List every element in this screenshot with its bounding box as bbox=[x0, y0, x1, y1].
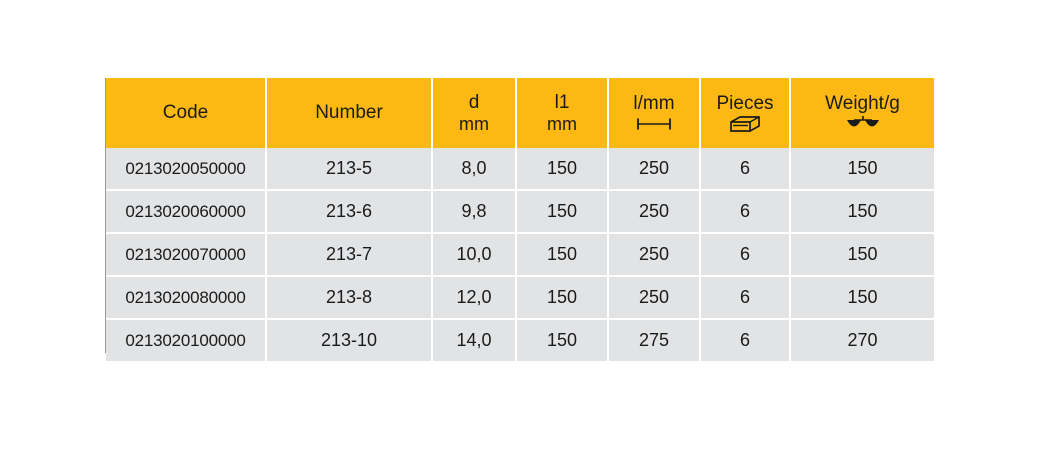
cell-l1: 150 bbox=[516, 233, 608, 276]
cell-l1: 150 bbox=[516, 148, 608, 190]
cell-pieces: 6 bbox=[700, 233, 790, 276]
cell-weight: 150 bbox=[790, 276, 934, 319]
cell-code: 0213020050000 bbox=[106, 148, 266, 190]
column-header-pieces-label: Pieces bbox=[716, 92, 774, 114]
cell-length: 275 bbox=[608, 319, 700, 361]
table-row bbox=[106, 276, 934, 319]
cell-d: 14,0 bbox=[432, 319, 516, 361]
column-header-weight bbox=[790, 78, 934, 148]
cell-l1: 150 bbox=[516, 319, 608, 361]
length-measure-icon bbox=[634, 115, 674, 133]
table-row bbox=[106, 319, 934, 361]
column-header-code bbox=[106, 78, 266, 148]
cell-number: 213-7 bbox=[266, 233, 432, 276]
cell-d: 10,0 bbox=[432, 233, 516, 276]
column-header-length-label: l/mm bbox=[633, 92, 675, 114]
cell-length: 250 bbox=[608, 190, 700, 233]
cell-length: 250 bbox=[608, 233, 700, 276]
cell-code: 0213020070000 bbox=[106, 233, 266, 276]
cell-pieces: 6 bbox=[700, 276, 790, 319]
column-header-d-label: d bbox=[468, 91, 480, 113]
cell-number: 213-8 bbox=[266, 276, 432, 319]
cell-d: 12,0 bbox=[432, 276, 516, 319]
cell-code: 0213020100000 bbox=[106, 319, 266, 361]
cell-code: 0213020060000 bbox=[106, 190, 266, 233]
column-header-l1-unit: mm bbox=[547, 114, 577, 135]
table-row bbox=[106, 190, 934, 233]
column-header-number bbox=[266, 78, 432, 148]
cell-number: 213-6 bbox=[266, 190, 432, 233]
specification-table bbox=[106, 78, 934, 361]
column-header-d bbox=[432, 78, 516, 148]
column-header-l1 bbox=[516, 78, 608, 148]
box-package-icon bbox=[728, 115, 762, 133]
cell-length: 250 bbox=[608, 276, 700, 319]
table-header-row bbox=[106, 78, 934, 148]
column-header-l1-label: l1 bbox=[554, 91, 570, 113]
cell-weight: 150 bbox=[790, 233, 934, 276]
cell-d: 9,8 bbox=[432, 190, 516, 233]
cell-l1: 150 bbox=[516, 276, 608, 319]
table-row bbox=[106, 148, 934, 190]
cell-pieces: 6 bbox=[700, 319, 790, 361]
column-header-pieces bbox=[700, 78, 790, 148]
scales-balance-icon bbox=[843, 115, 883, 133]
table-body bbox=[106, 148, 934, 361]
cell-weight: 270 bbox=[790, 319, 934, 361]
specification-table-container bbox=[106, 78, 934, 361]
table-header bbox=[106, 78, 934, 148]
cell-pieces: 6 bbox=[700, 148, 790, 190]
column-header-weight-label: Weight/g bbox=[825, 92, 900, 114]
column-header-code-label: Code bbox=[162, 102, 209, 124]
column-header-length bbox=[608, 78, 700, 148]
cell-code: 0213020080000 bbox=[106, 276, 266, 319]
cell-length: 250 bbox=[608, 148, 700, 190]
cell-d: 8,0 bbox=[432, 148, 516, 190]
cell-pieces: 6 bbox=[700, 190, 790, 233]
cell-weight: 150 bbox=[790, 148, 934, 190]
table-row bbox=[106, 233, 934, 276]
column-header-number-label: Number bbox=[315, 102, 383, 124]
cell-weight: 150 bbox=[790, 190, 934, 233]
column-header-d-unit: mm bbox=[459, 114, 489, 135]
cell-l1: 150 bbox=[516, 190, 608, 233]
cell-number: 213-10 bbox=[266, 319, 432, 361]
cell-number: 213-5 bbox=[266, 148, 432, 190]
